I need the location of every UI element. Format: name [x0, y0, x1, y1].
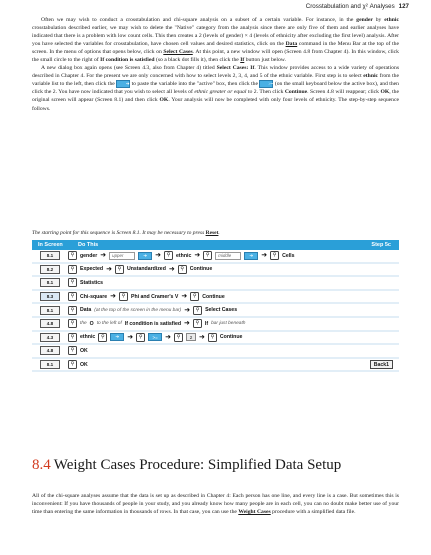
key-2-button[interactable]: 2 [186, 333, 196, 341]
phi-cramers-checkbox[interactable]: Phi and Cramer's V [130, 293, 179, 300]
page-number: 127 [398, 3, 409, 10]
step-row: 8.1 ⚲ Data (at the top of the screen in the menu bar) ➜ ⚲ Select Cases [32, 304, 399, 318]
greater-equal-icon: >= [259, 80, 273, 88]
screen-ref: 8.1 [40, 360, 60, 369]
paste-arrow-icon[interactable]: ➜ [138, 252, 152, 260]
section-title: Weight Cases Procedure: Simplified Data Setup [53, 457, 342, 473]
intro-paragraph-2: A new dialog box again opens (see Screen 4.3, also from Chapter 4) titled Select Cases: If. This window provides access to a wide variety of operations described in Chapter 4. For the present we are only concerned with how to select levels 2, 3, 4, and 5 of the ethnic variable. First step is to select ethnic from the variable list to the left, then click the ➜ to paste the variable into the "active" box, then click the >= (on the small keyboard below the active box), and then click the 2. You have now indicated that you wish to select all levels of ethnic greater or equal to 2. Then click Continue. Screen 4.8 will reappear; click OK, the original screen will appear (Screen 8.1) and then click OK. Your analysis will now be completed with only four levels of ethnicity. The step-by-step sequence follows. [32, 65, 400, 112]
arrow-right-icon: ➜ [165, 333, 172, 341]
arrow-right-icon: ➜ [181, 293, 188, 301]
mouse-icon: ⚲ [115, 265, 124, 274]
mouse-icon: ⚲ [68, 319, 77, 328]
arrow-right-icon: ➜ [184, 320, 190, 328]
middle-field[interactable]: middle [215, 252, 241, 260]
step-row [32, 291, 399, 305]
arrow-right-icon: ➜ [100, 252, 107, 260]
select-cases-menu-item[interactable]: Select Cases [205, 307, 238, 314]
section-body [32, 492, 399, 516]
continue-button[interactable]: Continue [202, 293, 225, 300]
mouse-icon: ⚲ [68, 251, 77, 260]
screen-ref: 4.8 [40, 319, 60, 328]
paste-arrow-icon: ➜ [116, 80, 130, 88]
mouse-icon: ⚲ [193, 306, 202, 315]
data-menu[interactable]: Data [80, 307, 92, 314]
mouse-icon: ⚲ [68, 278, 77, 287]
mouse-icon: ⚲ [178, 265, 187, 274]
screen-ref: 8.1 [40, 278, 60, 287]
paste-arrow-icon[interactable]: ➜ [244, 252, 258, 260]
screen-ref: 4.8 [40, 346, 60, 355]
mouse-icon: ⚲ [68, 346, 77, 355]
arrow-right-icon: ➜ [127, 333, 134, 341]
arrow-right-icon: ➜ [194, 252, 201, 260]
arrow-right-icon: ➜ [168, 265, 175, 273]
if-button[interactable]: If [204, 320, 209, 327]
unstandardized-checkbox[interactable]: Unstandardized [126, 266, 166, 273]
mouse-icon: ⚲ [68, 292, 77, 301]
greater-equal-button[interactable]: >= [148, 333, 162, 341]
upper-field[interactable]: upper [109, 252, 135, 260]
step-table [32, 240, 399, 372]
expected-checkbox[interactable]: Expected [80, 266, 104, 273]
step-row: 4.8 ⚲ the O to the left of If condition is satisfied ➜ ⚲ If bar just beneath [32, 318, 399, 332]
ok-button[interactable]: OK [80, 347, 88, 354]
arrow-right-icon: ➜ [110, 293, 116, 301]
ok-button[interactable]: OK [80, 361, 88, 368]
step-row [32, 264, 399, 278]
step-table-header: In Screen Do This Step 5c [32, 240, 399, 250]
back1-button[interactable]: Back1 [370, 360, 393, 369]
mouse-icon: ⚲ [68, 306, 77, 315]
mouse-icon: ⚲ [98, 333, 107, 342]
mouse-icon: ⚲ [119, 292, 128, 301]
arrow-right-icon: ➜ [155, 252, 162, 260]
step-row: 4.3 ⚲ ethnic ⚲ ➜ ➜ ⚲ >= ➜ ⚲ 2 ➜ ⚲ Continue [32, 332, 399, 346]
step-row: 8.1 ⚲ gender ➜ upper ➜ ➜ ⚲ ethnic ➜ ⚲ middle ➜ ➜ ⚲ Cells [32, 250, 399, 264]
screen-ref: 8.3 [40, 292, 60, 301]
step-row [32, 345, 399, 359]
radio-circle-icon[interactable]: O [89, 320, 94, 327]
mouse-icon: ⚲ [68, 360, 77, 369]
mouse-icon: ⚲ [174, 333, 183, 342]
mouse-icon: ⚲ [190, 292, 199, 301]
chi-square-checkbox[interactable]: Chi-square [80, 293, 108, 300]
mouse-icon: ⚲ [68, 265, 77, 274]
mouse-icon: ⚲ [208, 333, 217, 342]
screen-ref: 4.3 [40, 333, 60, 342]
mouse-icon: ⚲ [193, 319, 202, 328]
screen-ref: 8.2 [40, 265, 60, 274]
step-row [32, 277, 399, 291]
statistics-button[interactable]: Statistics [80, 279, 104, 286]
continue-button[interactable]: Continue [189, 266, 213, 273]
intro-text [32, 16, 399, 113]
mouse-icon: ⚲ [164, 251, 173, 260]
step-row [32, 359, 399, 373]
arrow-right-icon: ➜ [199, 333, 205, 341]
mouse-icon: ⚲ [203, 251, 212, 260]
arrow-right-icon: ➜ [261, 252, 268, 260]
running-head-title: Crosstabulation and χ² Analyses [305, 3, 395, 10]
section-paragraph: All of the chi-square analyses assume that the data is set up as described in Chapter 4: Each person has one line, and every line is a case. But sometimes this is inconvenient: If you have thousands of people in your study, and you already know how many people are in each cell, you can no doubt make better use of your time than entering the same information in thousands of rows. In that case, you can use the Weight Cases procedure with a simplified data file. [32, 493, 399, 516]
section-heading [32, 457, 399, 474]
paste-arrow-icon[interactable]: ➜ [110, 333, 124, 341]
mouse-icon: ⚲ [68, 333, 77, 342]
arrow-right-icon: ➜ [106, 265, 112, 273]
continue-button[interactable]: Continue [219, 334, 243, 341]
running-head [306, 3, 409, 10]
mouse-icon: ⚲ [270, 251, 279, 260]
cells-button[interactable]: Cells [282, 252, 295, 259]
mouse-icon: ⚲ [136, 333, 145, 342]
sequence-caption: The starting point for this sequence is Screen 8.1. It may be necessary to press Reset. [32, 230, 220, 236]
section-number: 8.4 [32, 457, 51, 473]
arrow-right-icon: ➜ [184, 306, 191, 314]
screen-ref: 8.1 [40, 306, 60, 315]
intro-paragraph-1: Often we may wish to conduct a crosstabulation and chi-square analysis on a subset of a certain variable. For instance, in the gender by ethnic crosstabulation described earlier, we may wish to delete the "Native" category from the analysis since there are only five of them and earlier analyses have indicated that there is a problem with low count cells. This then creates a 2 (levels of gender) × 4 (levels of ethnicity after excluding the first level) analysis. After you have selected the variables for crosstabulation, have chosen cell values and desired statistics, click on the Data command in the Menu Bar at the top of the screen. In the menu of options that opens below, click on Select Cases. At this point, a new window will open (Screen 4.8 from Chapter 4). In this window, click the small circle to the right of If condition is satisfied (so a black dot fills it), then click the If button just below. [32, 17, 400, 64]
screen-ref: 8.1 [40, 251, 60, 260]
